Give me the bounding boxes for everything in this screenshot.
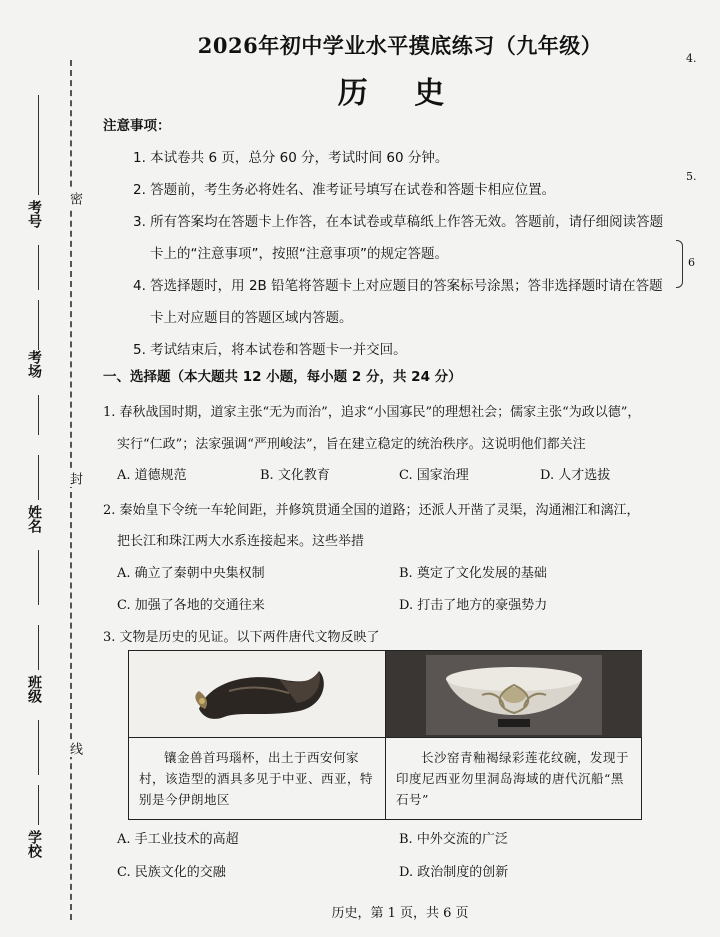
q3-option-d[interactable]: D. 政治制度的创新 xyxy=(399,865,509,880)
note-item-continued: 卡上对应题目的答题区域内答题。 xyxy=(150,310,353,326)
binding-dashed-line xyxy=(70,60,72,920)
question-2-stem-cont: 把长江和珠江两大水系连接起来。这些举措 xyxy=(117,534,365,549)
agate-rhyton-image xyxy=(129,651,385,738)
relic-cell-agate-cup xyxy=(129,651,385,819)
note-item: 1. 本试卷共 6 页，总分 60 分，考试时间 60 分钟。 xyxy=(133,150,449,166)
exam-room-field[interactable] xyxy=(24,300,50,450)
seal-char-feng: 封 xyxy=(67,472,82,485)
page-footer: 历史，第 1 页，共 6 页 xyxy=(331,906,469,921)
class-field[interactable] xyxy=(24,625,50,785)
relic-cell-lotus-bowl xyxy=(385,651,642,819)
right-mark-6: 6 xyxy=(688,256,695,269)
note-item-continued: 卡上的“注意事项”，按照“注意事项”的规定答题。 xyxy=(150,246,448,262)
q2-option-b[interactable]: B. 奠定了文化发展的基础 xyxy=(399,566,547,581)
seal-char-xian: 线 xyxy=(67,742,82,755)
q1-option-a[interactable]: A. 道德规范 xyxy=(117,468,187,483)
agate-cup-caption: 镶金兽首玛瑙杯，出土于西安何家村，该造型的酒具多见于中亚、西亚，特别是今伊朗地区 xyxy=(139,750,374,807)
note-item: 4. 答选择题时，用 2B 铅笔将答题卡上对应题目的答案标号涂黑；答非选择题时请在答题 xyxy=(133,278,663,294)
q1-option-c[interactable]: C. 国家治理 xyxy=(399,468,469,483)
school-label: 学校 xyxy=(26,830,42,858)
notes-heading: 注意事项： xyxy=(103,118,171,134)
name-label: 姓名 xyxy=(26,505,42,533)
q3-option-c[interactable]: C. 民族文化的交融 xyxy=(117,865,226,880)
school-field[interactable] xyxy=(24,785,50,875)
lotus-bowl-image xyxy=(386,651,642,738)
candidate-number-field[interactable] xyxy=(24,95,50,295)
question-1-stem-cont: 实行“仁政”；法家强调“严刑峻法”，旨在建立稳定的统治秩序。这说明他们都关注 xyxy=(117,437,586,452)
seal-char-mi: 密 xyxy=(67,192,82,205)
q3-option-a[interactable]: A. 手工业技术的高超 xyxy=(117,832,239,847)
note-item: 5. 考试结束后，将本试卷和答题卡一并交回。 xyxy=(133,342,407,358)
note-item: 3. 所有答案均在答题卡上作答，在本试卷或草稿纸上作答无效。答题前，请仔细阅读答题 xyxy=(133,214,664,230)
relic-table xyxy=(128,650,642,820)
q2-option-a[interactable]: A. 确立了秦朝中央集权制 xyxy=(117,566,265,581)
right-mark-5: 5. xyxy=(686,170,697,183)
note-item: 2. 答题前，考生务必将姓名、准考证号填写在试卷和答题卡相应位置。 xyxy=(133,182,556,198)
lotus-bowl-caption: 长沙窑青釉褐绿彩莲花纹碗，发现于印度尼西亚勿里洞岛海域的唐代沉船“黑石号” xyxy=(396,750,630,807)
q2-option-c[interactable]: C. 加强了各地的交通往来 xyxy=(117,598,265,613)
exam-title: 2026年初中学业水平摸底练习（九年级） xyxy=(197,33,603,58)
q1-option-b[interactable]: B. 文化教育 xyxy=(260,468,330,483)
section-title: 一、选择题（本大题共 12 小题，每小题 2 分，共 24 分） xyxy=(103,369,462,385)
name-field[interactable] xyxy=(24,455,50,615)
q2-option-d[interactable]: D. 打击了地方的豪强势力 xyxy=(399,598,548,613)
bracket-mark xyxy=(676,240,683,288)
right-mark-4: 4. xyxy=(686,52,697,65)
question-2-stem: 2. 秦始皇下令统一车轮间距，并修筑贯通全国的道路；还派人开凿了灵渠，沟通湘江和漓江， xyxy=(103,503,640,518)
candidate-number-label: 考号 xyxy=(26,200,42,228)
subject-title: 历 史 xyxy=(337,76,463,111)
class-label: 班级 xyxy=(26,675,42,703)
exam-room-label: 考场 xyxy=(26,350,42,378)
question-3-stem: 3. 文物是历史的见证。以下两件唐代文物反映了 xyxy=(103,630,380,645)
q3-option-b[interactable]: B. 中外交流的广泛 xyxy=(399,832,508,847)
q1-option-d[interactable]: D. 人才选拔 xyxy=(540,468,611,483)
question-1-stem: 1. 春秋战国时期，道家主张“无为而治”，追求“小国寡民”的理想社会；儒家主张“为政以德”， xyxy=(103,405,641,420)
